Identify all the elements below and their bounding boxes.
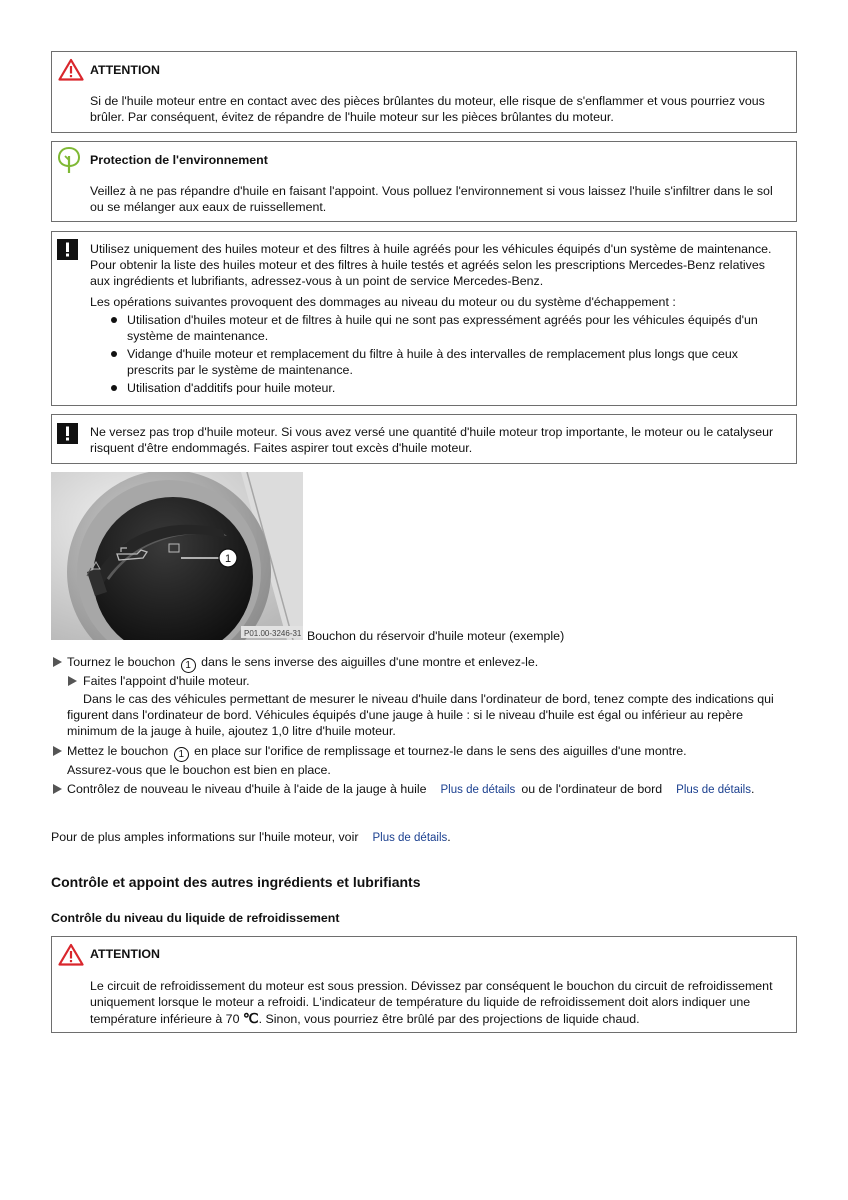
step-arrow-icon <box>53 746 62 756</box>
attention-title: ATTENTION <box>90 63 160 77</box>
step-end: . <box>750 782 755 796</box>
more-info-end: . <box>447 830 451 844</box>
oil-cap-photo <box>51 472 303 640</box>
step-text: ou de l'ordinateur de bord <box>521 782 663 796</box>
step-detail-text: Dans le cas des véhicules permettant de mesurer le niveau d'huile dans l'ordinateur de bord, tenez compte des indications qui figurent dans l'ordinateur de bord. Véhicules équipés d'une jauge à huile : si le niveau d'huile est égal ou inférieur au repère minimum de la jauge à huile, ajoutez 1,0 litre d'huile moteur. <box>67 692 774 738</box>
step-arrow-icon <box>53 784 62 794</box>
damage-list <box>108 312 782 396</box>
warning-triangle-icon <box>58 58 84 85</box>
attention-box-oil <box>51 51 797 133</box>
oil-cap-figure <box>51 472 303 640</box>
figure-callout-1: 1 <box>224 553 232 565</box>
figure-caption: Bouchon du réservoir d'huile moteur (exemple) <box>307 629 565 643</box>
list-item: Utilisation d'huiles moteur et de filtres à huile qui ne sont pas expressément agréés pour les véhicules équipés d'un système de maintenance. <box>108 312 782 344</box>
step-refit-cap <box>53 743 792 762</box>
step-text: Faites l'appoint d'huile moteur. <box>83 674 250 688</box>
details-link-engine-oil[interactable]: Plus de détails <box>372 832 448 844</box>
attention-title: ATTENTION <box>90 947 160 961</box>
environment-text: Veillez à ne pas répandre d'huile en faisant l'appoint. Vous polluez l'environnement si vous laissez l'huile s'infiltrer dans le sol ou se mélanger aux eaux de ruissellement. <box>90 184 773 214</box>
details-link-dipstick[interactable]: Plus de détails <box>440 784 516 796</box>
attention-coolant-text: Le circuit de refroidissement du moteur est sous pression. Dévissez par conséquent le bouchon du circuit de refroidissement uniquement lorsque le moteur a refroidi. L'indicateur de température du liquide de refroidissement doit alors indiquer une température inférieure à 70 <box>90 979 773 1026</box>
notice-box-approved-oils <box>51 231 797 406</box>
environment-box <box>51 141 797 222</box>
figure-code: P01.00-3246-31 <box>244 629 302 638</box>
step-add-oil <box>53 673 792 689</box>
notice-damage-intro: Les opérations suivantes provoquent des dommages au niveau du moteur ou du système d'échappement : <box>90 295 676 309</box>
attention-coolant-text-end: . Sinon, vous pourriez être brûlé par des projections de liquide chaud. <box>258 1012 640 1026</box>
notice-box-overfill <box>51 414 797 464</box>
environment-title: Protection de l'environnement <box>90 153 268 167</box>
details-link-onboard-computer[interactable]: Plus de détails <box>676 784 751 796</box>
environment-leaf-icon <box>57 146 81 178</box>
step-text: en place sur l'orifice de remplissage et tournez-le dans le sens des aiguilles d'une montre. <box>194 744 687 758</box>
attention-text: Si de l'huile moteur entre en contact avec des pièces brûlantes du moteur, elle risque de s'enflammer et vous pourriez vous brûler. Par conséquent, évitez de répandre de l'huile moteur sur les pièces brûlantes du moteur. <box>90 94 765 124</box>
step-add-oil-detail <box>67 691 792 739</box>
celsius-unit: ℃ <box>242 1010 259 1026</box>
step-check-level <box>53 781 792 798</box>
more-info-text: Pour de plus amples informations sur l'huile moteur, voir <box>51 830 359 844</box>
section-heading: Contrôle et appoint des autres ingrédients et lubrifiants <box>51 874 421 890</box>
list-item: Vidange d'huile moteur et remplacement du filtre à huile à des intervalles de remplacement plus longs que ceux prescrits par le système de maintenance. <box>108 346 782 378</box>
step-text: Contrôlez de nouveau le niveau d'huile à l'aide de la jauge à huile <box>67 782 427 796</box>
attention-box-coolant <box>51 936 797 1033</box>
step-remove-cap <box>53 654 792 673</box>
step-arrow-icon <box>68 676 77 686</box>
callout-1-icon: 1 <box>174 747 189 762</box>
step-text: Mettez le bouchon <box>67 744 169 758</box>
step-refit-detail <box>53 762 792 778</box>
step-text: Tournez le bouchon <box>67 655 176 669</box>
notice-exclamation-icon <box>57 239 78 264</box>
notice-approved-oils-text: Utilisez uniquement des huiles moteur et des filtres à huile agréés pour les véhicules équipés d'un système de maintenance. Pour obtenir la liste des huiles moteur et des filtres à huile testés et agréés selon les prescriptions Mercedes-Benz relatives aux ingrédients et lubrifiants, adressez-vous à un point de service Mercedes-Benz. <box>90 242 772 288</box>
callout-1-icon: 1 <box>181 658 196 673</box>
warning-triangle-icon <box>58 943 84 970</box>
step-arrow-icon <box>53 657 62 667</box>
notice-overfill-text: Ne versez pas trop d'huile moteur. Si vous avez versé une quantité d'huile moteur trop importante, le moteur ou le catalyseur risquent d'être endommagés. Faites aspirer tout excès d'huile moteur. <box>90 425 774 455</box>
step-detail-text: Assurez-vous que le bouchon est bien en place. <box>67 763 331 777</box>
step-text: dans le sens inverse des aiguilles d'une montre et enlevez-le. <box>201 655 539 669</box>
list-item: Utilisation d'additifs pour huile moteur. <box>108 380 782 396</box>
more-info <box>51 829 451 846</box>
notice-exclamation-icon <box>57 423 78 448</box>
subsection-heading: Contrôle du niveau du liquide de refroidissement <box>51 911 340 925</box>
